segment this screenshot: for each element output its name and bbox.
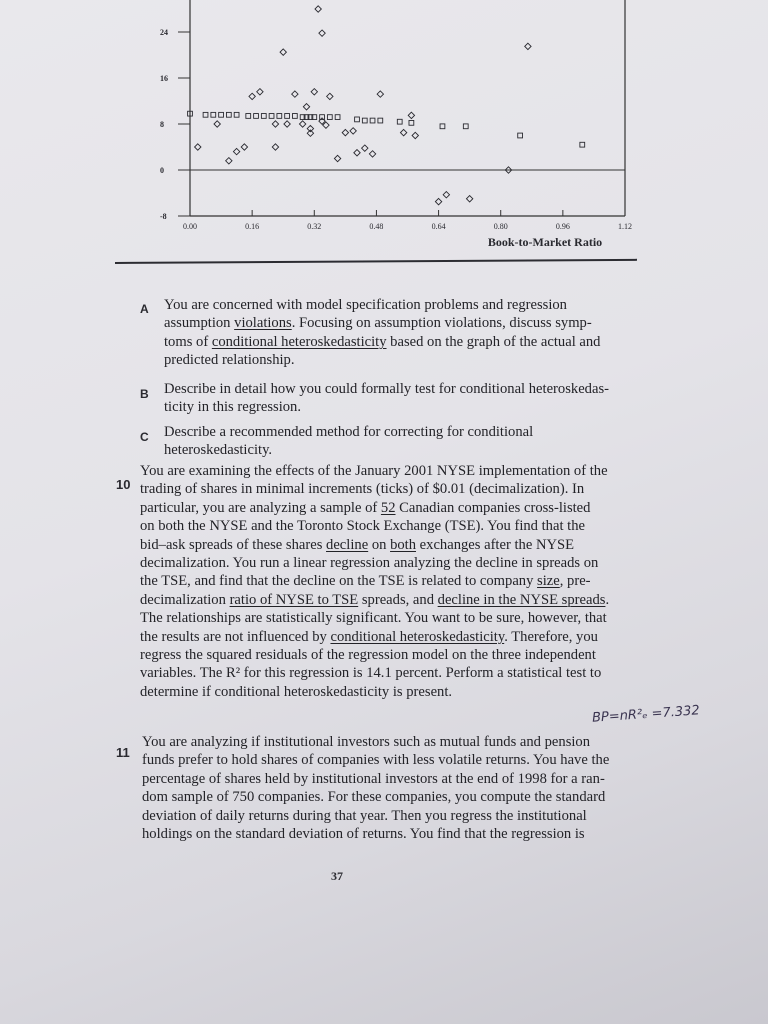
text-line: You are examining the effects of the January 2001 NYSE implementation of the (140, 463, 608, 479)
square-point (362, 118, 367, 123)
text-line (140, 536, 700, 554)
diamond-point (307, 125, 313, 131)
y-tick-label: 8 (160, 120, 164, 129)
page-number: 37 (331, 869, 343, 883)
diamond-point (307, 130, 313, 136)
square-point (203, 112, 208, 117)
diamond-point (342, 129, 348, 135)
diamond-point (327, 93, 333, 99)
square-point (292, 114, 297, 119)
text-line: trading of shares in minimal increments (ticks) of $0.01 (decimalization). In (140, 481, 585, 498)
text-line: variables. The R² for this regression is 14.1 percent. Perform a statistical test to (140, 665, 602, 682)
text-line: The relationships are statistically significant. You want to be sure, however, that (140, 610, 607, 627)
question-number-11: 11 (116, 745, 130, 760)
text-line: You are concerned with model specification problems and regression (164, 297, 567, 313)
diamond-point (408, 112, 414, 118)
diamond-point (257, 89, 263, 95)
diamond-point (299, 121, 305, 127)
text-line: decimalization. You run a linear regression analyzing the decline in spreads on (140, 555, 599, 572)
question-letter-b: B (140, 387, 149, 401)
text-line (140, 499, 700, 517)
square-point (277, 114, 282, 119)
text-segment: Canadian companies cross-listed (395, 499, 591, 516)
question-c-text (164, 423, 684, 460)
y-tick-label: 24 (160, 28, 168, 37)
question-a-text (164, 296, 684, 370)
y-tick-label: 0 (160, 166, 164, 175)
square-point (234, 112, 239, 117)
question-10-text (140, 462, 700, 701)
underlined-text: conditional heteroskedasticity (330, 628, 505, 645)
text-segment: . Focusing on assumption violations, discuss symp- (291, 315, 592, 332)
x-tick-label: 0.64 (431, 222, 446, 231)
text-segment: bid–ask spreads of these shares (140, 536, 327, 553)
diamond-point (233, 148, 239, 154)
square-point (378, 118, 383, 123)
square-point (254, 114, 259, 119)
text-line: Describe a recommended method for correcting for conditional (164, 424, 534, 440)
text-line: regress the squared residuals of the regression model on the three independent (140, 647, 596, 664)
underlined-text: decline in the NYSE spreads (437, 591, 606, 608)
text-segment: on (368, 536, 391, 553)
text-line (140, 591, 700, 609)
diamond-point (226, 158, 232, 164)
text-segment: particular, you are analyzing a sample of (140, 499, 381, 516)
underlined-text: violations (234, 315, 292, 332)
text-segment: , pre- (559, 573, 591, 590)
question-11-text (142, 733, 702, 843)
square-point (440, 124, 445, 129)
question-letter-a: A (140, 302, 149, 316)
diamond-point (354, 150, 360, 156)
text-line (164, 333, 684, 351)
diamond-point (435, 198, 441, 204)
chart-points (188, 6, 585, 205)
diamond-point (369, 151, 375, 157)
diamond-point (466, 196, 472, 202)
text-line (140, 628, 700, 646)
text-line: percentage of shares held by institutional investors at the end of 1998 for a ran- (142, 770, 605, 787)
x-tick-label: 0.80 (493, 222, 508, 231)
square-point (219, 112, 224, 117)
square-point (269, 114, 274, 119)
diamond-point (315, 6, 321, 12)
underlined-text: size (537, 573, 560, 590)
y-tick-label: 16 (160, 74, 168, 83)
diamond-point (292, 91, 298, 97)
question-letter-c: C (140, 430, 149, 444)
diamond-point (214, 121, 220, 127)
diamond-point (319, 30, 325, 36)
square-point (580, 142, 585, 147)
x-tick-label: 0.96 (555, 222, 570, 231)
y-tick-label: -8 (160, 212, 167, 221)
text-segment: based on the graph of the actual and (386, 333, 601, 350)
diamond-point (241, 144, 247, 150)
text-segment: the results are not influenced by (140, 628, 331, 645)
underlined-text: 52 (380, 499, 396, 516)
underlined-text: conditional heteroskedasticity (211, 333, 387, 350)
square-point (335, 115, 340, 120)
text-segment: spreads, and (358, 591, 438, 608)
diamond-point (412, 132, 418, 138)
diamond-point (350, 128, 356, 134)
square-point (285, 114, 290, 119)
square-point (370, 118, 375, 123)
diamond-point (272, 121, 278, 127)
text-line: ticity in this regression. (164, 399, 302, 416)
text-line (164, 314, 684, 332)
square-point (320, 115, 325, 120)
diamond-point (400, 129, 406, 135)
underlined-text: ratio of NYSE to TSE (229, 591, 359, 608)
chart-tick-labels (160, 28, 632, 231)
square-point (409, 120, 414, 125)
square-point (355, 117, 360, 122)
underlined-text: decline (326, 536, 369, 553)
handwritten-note: BP=nR²ₑ =7.332 (591, 703, 701, 726)
diamond-point (280, 49, 286, 55)
text-line (140, 572, 700, 590)
square-point (397, 119, 402, 124)
x-tick-label: 0.48 (369, 222, 384, 231)
section-divider (115, 259, 637, 264)
scatter-chart (0, 0, 768, 255)
x-tick-label: 1.12 (618, 222, 632, 231)
text-segment: the TSE, and find that the decline on the TSE is related to company (140, 573, 538, 590)
square-point (463, 124, 468, 129)
question-number-10: 10 (116, 477, 131, 492)
text-line: holdings on the standard deviation of returns. You find that the regression is (142, 826, 585, 843)
square-point (518, 133, 523, 138)
chart-x-axis-label: Book-to-Market Ratio (487, 235, 603, 249)
text-line: determine if conditional heteroskedasticity is present. (140, 683, 453, 700)
text-line: You are analyzing if institutional investors such as mutual funds and pension (142, 734, 591, 750)
square-point (226, 112, 231, 117)
text-line: funds prefer to hold shares of companies with less volatile returns. You have the (142, 752, 610, 769)
diamond-point (525, 43, 531, 49)
text-segment: exchanges after the NYSE (416, 536, 575, 553)
text-segment: . (605, 591, 610, 608)
question-b-text (164, 380, 684, 417)
diamond-point (311, 89, 317, 95)
text-segment: . Therefore, you (504, 628, 598, 645)
diamond-point (377, 91, 383, 97)
x-tick-label: 0.16 (245, 222, 260, 231)
diamond-point (362, 145, 368, 151)
square-point (246, 114, 251, 119)
diamond-point (272, 144, 278, 150)
chart-axes (190, 0, 625, 216)
square-point (211, 112, 216, 117)
diamond-point (443, 192, 449, 198)
square-point (327, 115, 332, 120)
square-point (261, 114, 266, 119)
text-line: Describe in detail how you could formally test for conditional heteroskedas- (164, 381, 609, 397)
diamond-point (334, 155, 340, 161)
text-line: on both the NYSE and the Toronto Stock Exchange (TSE). You find that the (140, 518, 585, 535)
x-tick-label: 0.32 (307, 222, 322, 231)
text-segment: assumption (164, 315, 235, 332)
diamond-point (249, 93, 255, 99)
diamond-point (284, 121, 290, 127)
text-line: deviation of daily returns during that year. Then you regress the institutional (142, 807, 587, 824)
diamond-point (195, 144, 201, 150)
diamond-point (303, 104, 309, 110)
text-segment: decimalization (140, 591, 230, 608)
x-tick-label: 0.00 (183, 222, 197, 231)
text-segment: toms of (164, 333, 212, 350)
text-line: heteroskedasticity. (164, 442, 273, 459)
text-line: predicted relationship. (164, 352, 295, 369)
text-line: dom sample of 750 companies. For these companies, you compute the standard (142, 789, 606, 806)
underlined-text: both (390, 536, 417, 553)
